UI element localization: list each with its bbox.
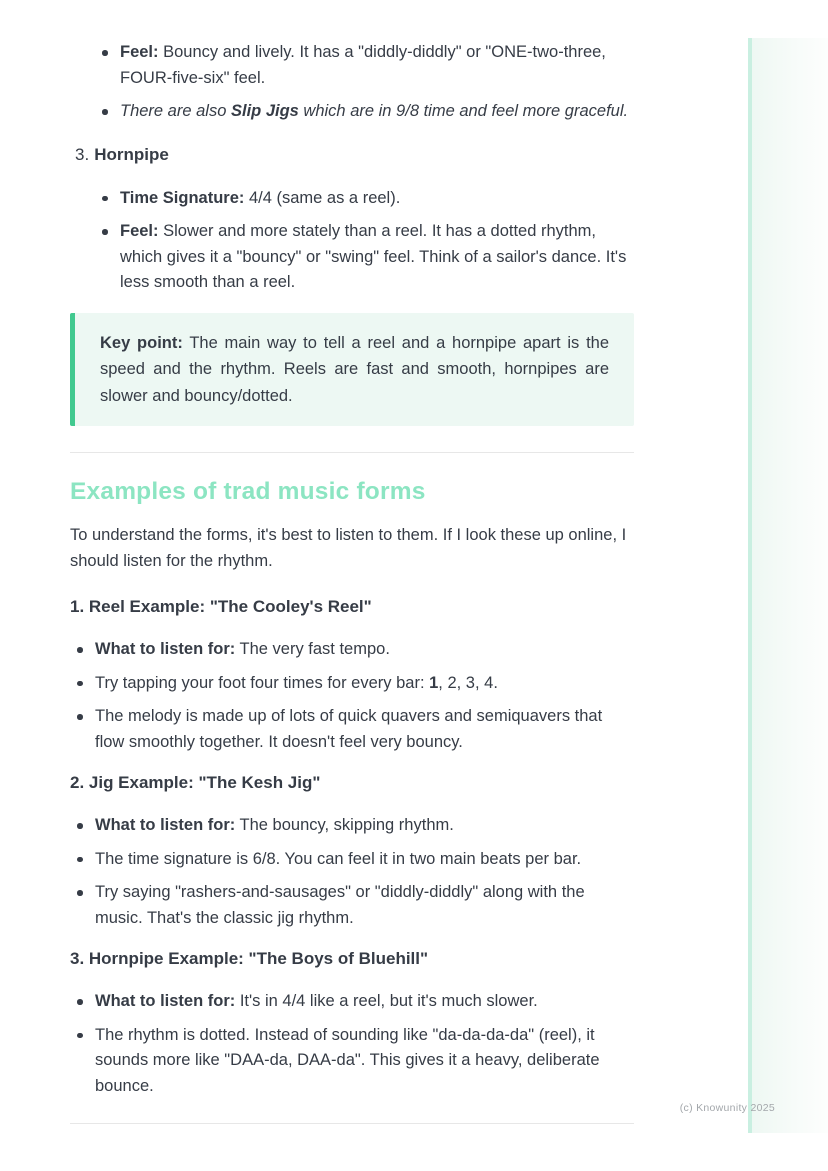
- list-item: [70, 989, 634, 1015]
- next-page-tint: [752, 38, 828, 1133]
- list-item: [70, 813, 634, 839]
- item-number: 3.: [75, 144, 90, 164]
- list-item-text: Try tapping your foot four times for every bar:: [95, 673, 430, 692]
- list-item-bold: Time Signature:: [120, 188, 245, 207]
- bullet-icon: [77, 857, 83, 863]
- bullet-icon: [77, 823, 83, 829]
- page-edge-accent: [748, 38, 752, 1133]
- bullet-icon: [77, 681, 83, 687]
- bullet-icon: [102, 229, 108, 235]
- list-item-text: It's in 4/4 like a reel, but it's much slower.: [235, 992, 538, 1010]
- list-item: [70, 99, 634, 125]
- list-item-text: The time signature is 6/8. You can feel it in two main beats per bar.: [95, 849, 582, 868]
- list-item-text: 4/4 (same as a reel).: [244, 188, 401, 207]
- hornpipe-example-list: [70, 989, 634, 1099]
- hornpipe-sublist: [70, 186, 634, 296]
- list-item: [70, 219, 634, 296]
- list-item-text: which are in 9/8 time and feel more graceful.: [298, 102, 629, 120]
- list-item-bold: What to listen for:: [95, 992, 236, 1010]
- list-item-bold: What to listen for:: [95, 640, 236, 658]
- list-item-text: Bouncy and lively. It has a "diddly-diddly" or "ONE-two-three, FOUR-five-six" feel.: [120, 43, 606, 87]
- callout-title: Key point:: [100, 333, 183, 352]
- jig-example-list: [70, 813, 634, 931]
- example-heading-hornpipe: 3. Hornpipe Example: "The Boys of Bluehill": [70, 949, 429, 968]
- bullet-icon: [77, 714, 83, 720]
- list-item-bold: Feel:: [120, 43, 159, 61]
- list-item: [70, 671, 634, 697]
- list-item: [70, 880, 634, 931]
- list-item-text: The rhythm is dotted. Instead of sounding like "da-da-da-da" (reel), it sounds more like "DAA-da, DAA-da". This gives it a heavy, deliberate bounce.: [95, 1025, 600, 1095]
- bullet-icon: [102, 196, 108, 202]
- list-item-text: The very fast tempo.: [235, 640, 390, 658]
- bullet-icon: [102, 50, 108, 56]
- list-item-text: Try saying "rashers-and-sausages" or "diddly-diddly" along with the music. That's the classic jig rhythm.: [95, 883, 585, 927]
- reel-example-list: [70, 637, 634, 755]
- list-item-text: The bouncy, skipping rhythm.: [235, 816, 454, 834]
- numbered-item-hornpipe: [70, 144, 634, 166]
- item-label: Hornpipe: [94, 144, 169, 164]
- list-item-text: Slower and more stately than a reel. It has a dotted rhythm, which gives it a "bouncy" or "swing" feel. Think of a sailor's dance. It's less smooth than a reel.: [120, 222, 627, 291]
- list-item: [70, 1023, 634, 1100]
- divider: [70, 452, 634, 453]
- example-heading-jig: 2. Jig Example: "The Kesh Jig": [70, 773, 321, 792]
- bullet-icon: [102, 109, 108, 115]
- bullet-icon: [77, 999, 83, 1005]
- divider: [70, 1123, 634, 1124]
- list-item-text: The melody is made up of lots of quick quavers and semiquavers that flow smoothly together. It doesn't feel very bouncy.: [95, 707, 603, 751]
- list-item: [70, 704, 634, 755]
- bullet-icon: [77, 647, 83, 653]
- list-item-bold: What to listen for:: [95, 816, 236, 834]
- document-content: [70, 40, 634, 1124]
- key-point-callout: [70, 313, 634, 427]
- list-item-bold: 1: [429, 673, 439, 692]
- section-intro: To understand the forms, it's best to listen to them. If I look these up online, I should listen for the rhythm.: [70, 526, 627, 570]
- bullet-icon: [77, 890, 83, 896]
- section-heading: Examples of trad music forms: [70, 478, 426, 505]
- list-item-bold: Feel:: [120, 222, 159, 240]
- list-item: [70, 637, 634, 663]
- example-heading-reel: 1. Reel Example: "The Cooley's Reel": [70, 597, 372, 616]
- copyright-watermark: (c) Knowunity 2025: [679, 1102, 775, 1114]
- list-item-bold: Slip Jigs: [230, 102, 299, 120]
- jig-sublist: [70, 40, 634, 125]
- list-item: [70, 186, 634, 212]
- list-item-text: There are also: [120, 102, 231, 120]
- list-item-text: , 2, 3, 4.: [438, 673, 498, 692]
- bullet-icon: [77, 1033, 83, 1039]
- list-item: [70, 847, 634, 873]
- list-item: [70, 40, 634, 91]
- callout-body: The main way to tell a reel and a hornpipe apart is the speed and the rhythm. Reels are fast and smooth, hornpipes are slower and bouncy/dotted.: [100, 333, 610, 405]
